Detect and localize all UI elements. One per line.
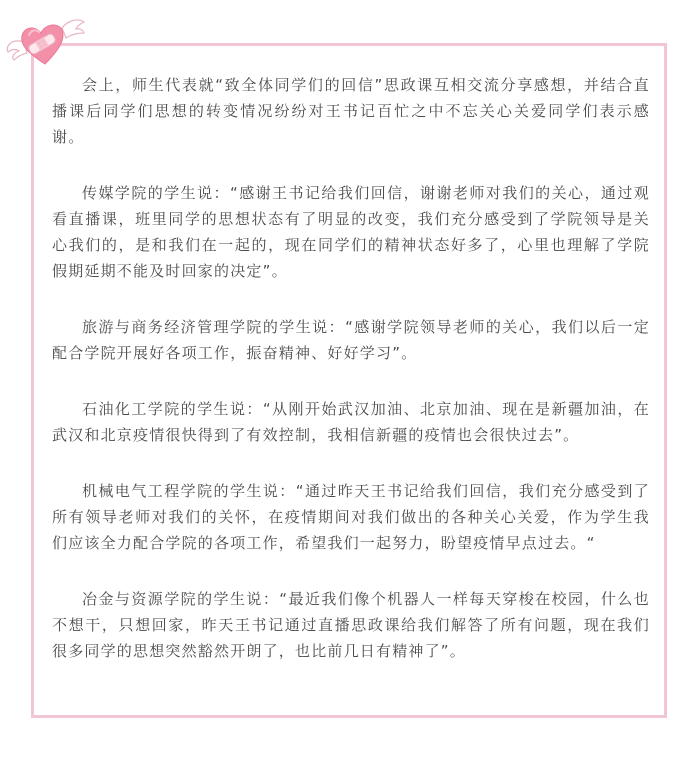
paragraph-tourism-college: 旅游与商务经济管理学院的学生说：“感谢学院领导老师的关心，我们以后一定配合学院开展好各项工作，振奋精神、好好学习”。 [52,318,650,362]
winged-heart-with-bandage-icon [2,8,88,68]
paragraph-mechanical-college: 机械电气工程学院的学生说：“通过昨天王书记给我们回信，我们充分感受到了所有领导老师对我们的关怀，在疫情期间对我们做出的各种关心关爱，作为学生我们应该全力配合学院的各项工作，希望我们一起努力，盼望疫情早点过去。“ [52,482,650,552]
paragraph-petrochemical-college: 石油化工学院的学生说：“从刚开始武汉加油、北京加油、现在是新疆加油，在武汉和北京疫情很快得到了有效控制，我相信新疆的疫情也会很快过去”。 [52,400,650,444]
article-body [52,72,650,694]
paragraph-media-college: 传媒学院的学生说：“感谢王书记给我们回信，谢谢老师对我们的关心，通过观看直播课，班里同学的思想状态有了明显的改变，我们充分感受到了学院领导是关心我们的，是和我们在一起的，现在同学们的精神状态好多了，心里也理解了学院假期延期不能及时回家的决定”。 [52,184,650,280]
paragraph-metallurgy-college: 冶金与资源学院的学生说：“最近我们像个机器人一样每天穿梭在校园，什么也不想干，只想回家，昨天王书记通过直播思政课给我们解答了所有问题，现在我们很多同学的思想突然豁然开朗了，也比前几日有精神了”。 [52,590,650,660]
paragraph-intro: 会上，师生代表就“致全体同学们的回信”思政课互相交流分享感想，并结合直播课后同学们思想的转变情况纷纷对王书记百忙之中不忘关心关爱同学们表示感谢。 [52,76,650,146]
